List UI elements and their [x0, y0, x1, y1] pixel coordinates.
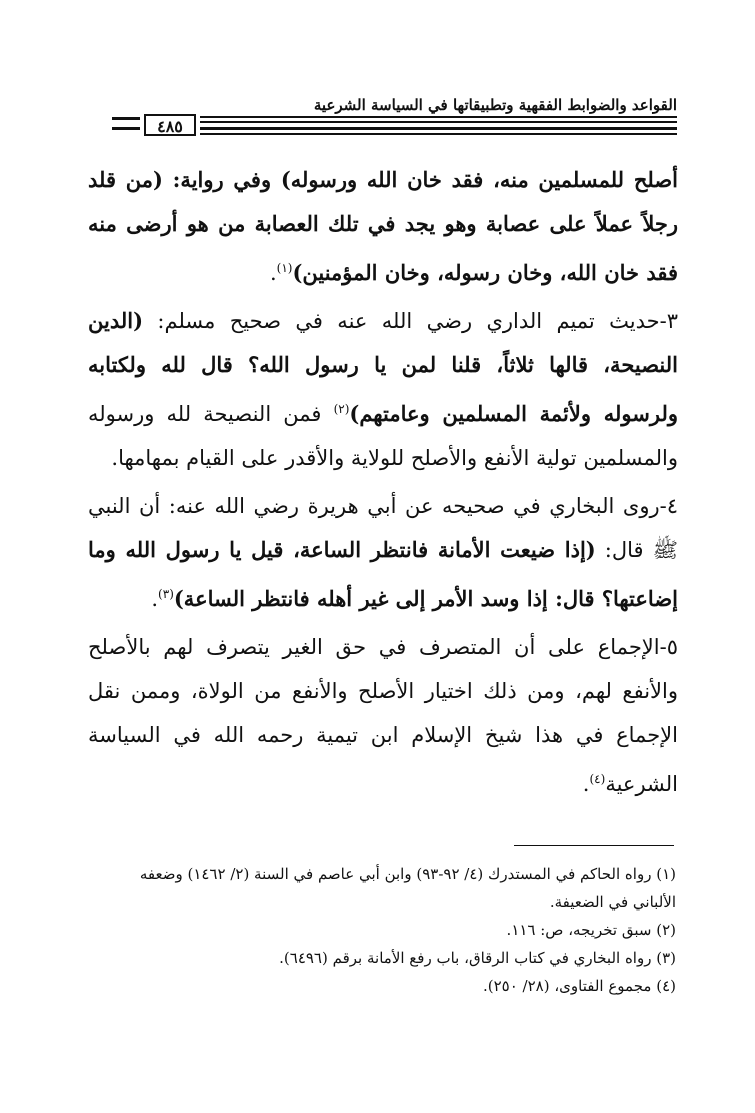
- header-rule-left-2: [112, 127, 140, 130]
- paragraph-item-3: [88, 299, 678, 480]
- paragraph-text: فمن النصيحة لله ورسوله والمسلمين تولية الأنفع والأصلح للولاية والأقدر على القيام بمهامها.: [88, 402, 678, 470]
- running-title: القواعد والضوابط الفقهية وتطبيقاتها في السياسة الشرعية: [313, 96, 677, 114]
- paragraph-text: .: [582, 772, 590, 796]
- footnote-ref: (٢): [333, 402, 350, 416]
- paragraph-text: .: [151, 587, 159, 611]
- paragraph-continuation: [88, 158, 678, 295]
- hadith-text: (إذا ضيعت الأمانة فانتظر الساعة، قيل يا رسول الله وما إضاعتها؟ قال: إذا وسد الأمر إلى غير أهله فانتظر الساعة): [88, 537, 678, 611]
- paragraph-text: ٣-حديث تميم الداري رضي الله عنه في صحيح مسلم:: [143, 309, 678, 333]
- footnote-separator: [514, 845, 674, 846]
- footnote-2: (٢) سبق تخريجه، ص: ١١٦.: [506, 921, 676, 939]
- footnote-ref: (٣): [158, 587, 174, 601]
- paragraph-text: ٤-روى البخاري في صحيحه عن أبي هريرة رضي الله عنه: أن النبي ﷺ قال:: [88, 494, 678, 562]
- footnote-ref: (١): [276, 261, 293, 275]
- page-header: [112, 96, 677, 140]
- footnote-4: (٤) مجموع الفتاوى، (٢٨/ ٢٥٠).: [482, 977, 676, 995]
- header-rule-right-2: [200, 121, 677, 123]
- paragraph-item-5: [88, 625, 678, 806]
- page-number: ٤٨٥: [144, 114, 196, 136]
- main-text: [88, 158, 678, 810]
- footnote-1: (١) رواه الحاكم في المستدرك (٤/ ٩٢-٩٣) وابن أبي عاصم في السنة (٢/ ١٤٦٢) وضعفه الألباني في الضعيفة.: [139, 865, 676, 911]
- header-rule-right-3: [200, 127, 677, 130]
- paragraph-item-4: [88, 484, 678, 621]
- header-rule-right: [200, 116, 677, 118]
- footnote-ref: (٤): [589, 772, 606, 786]
- header-rule-right-4: [200, 133, 677, 135]
- paragraph-text: .: [269, 261, 277, 285]
- paragraph-text: ٥-الإجماع على أن المتصرف في حق الغير يتصرف لهم بالأصلح والأنفع لهم، ومن ذلك اختيار الأصلح والأنفع من الولاة، وممن نقل الإجماع في هذا شيخ الإسلام ابن تيمية رحمه الله في السياسة الشرعية: [88, 635, 678, 796]
- hadith-text: (الدين النصيحة، قالها ثلاثاً، قلنا لمن يا رسول الله؟ قال لله ولكتابه ولرسوله ولأئمة المسلمين وعامتهم): [88, 308, 679, 426]
- header-rule-left: [112, 117, 140, 120]
- footnotes: [100, 860, 676, 1000]
- hadith-text: أصلح للمسلمين منه، فقد خان الله ورسوله) وفي رواية: (من قلد رجلاً عملاً على عصابة وهو يجد في تلك العصابة من هو أرضى منه فقد خان الله، وخان رسوله، وخان المؤمنين): [88, 167, 678, 285]
- footnote-3: (٣) رواه البخاري في كتاب الرقاق، باب رفع الأمانة برقم (٦٤٩٦).: [279, 949, 676, 967]
